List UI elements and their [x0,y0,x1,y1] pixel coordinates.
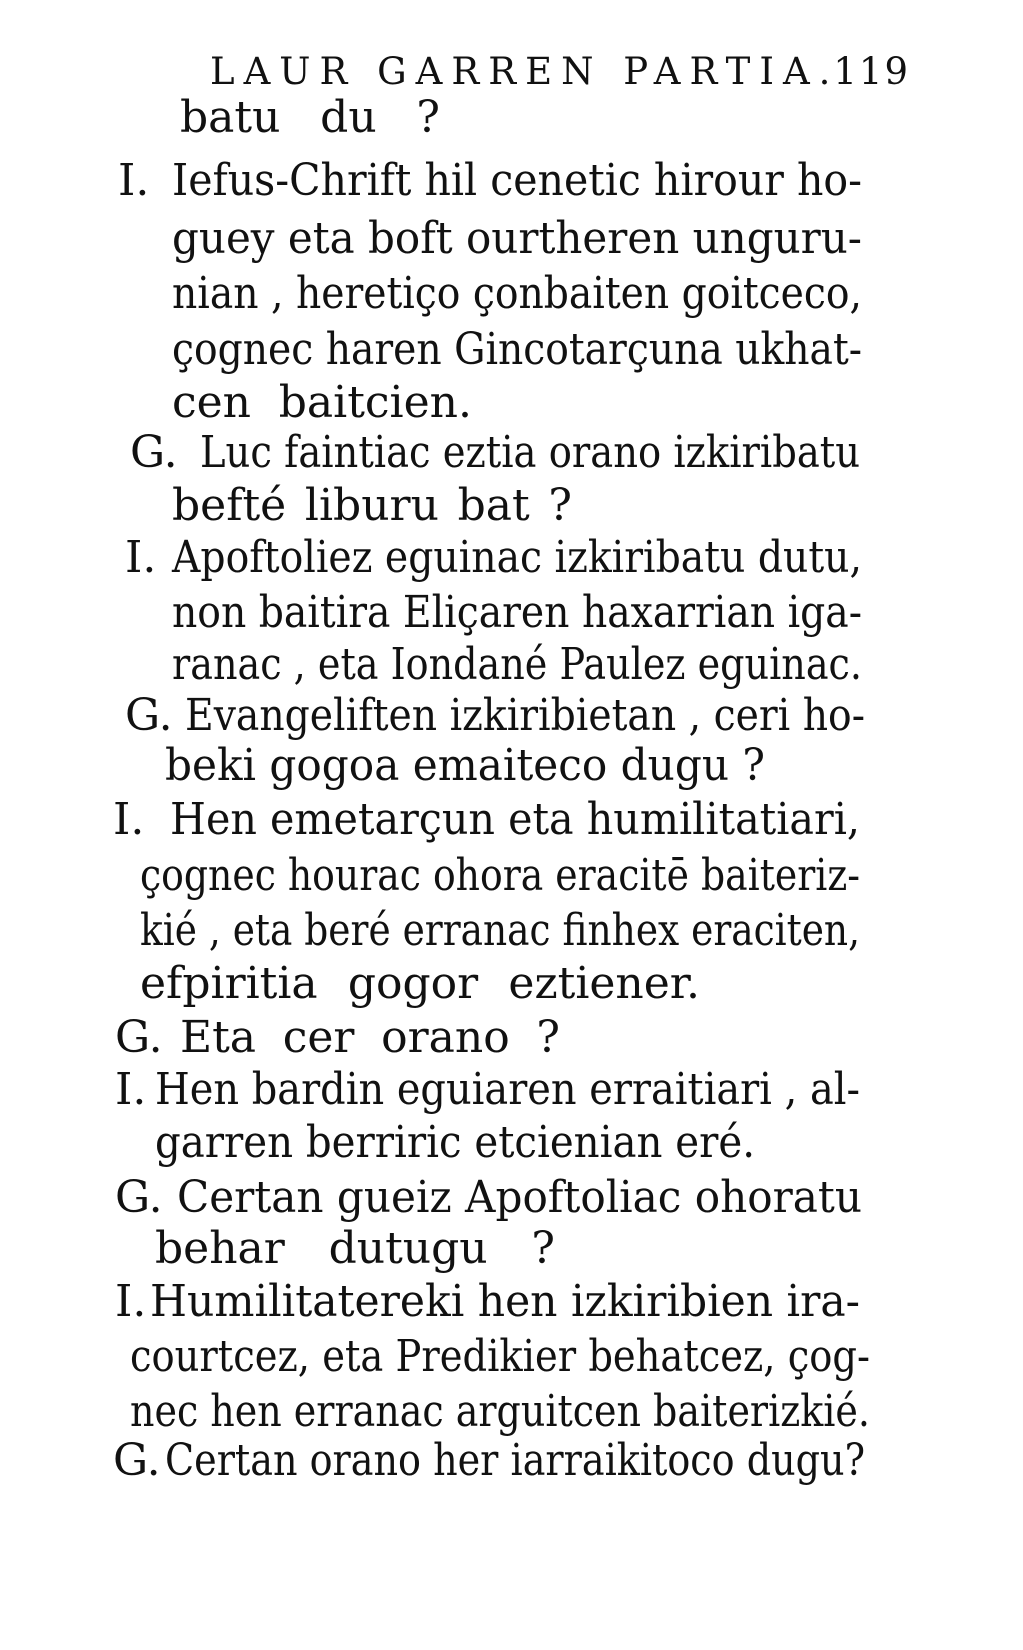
line-text: çognec haren Gincotarçuna ukhat- [172,324,862,375]
page-number: 119 [833,50,910,93]
speaker-label: I. [125,532,157,583]
line-text: Luc faintiac eztia orano izkiribatu [200,427,860,478]
line-text: kié , eta beré erranac finhex eraciten, [140,905,860,956]
text-line [0,688,1000,744]
line-text: behar dutugu ? [155,1223,555,1274]
text-line [0,637,1000,693]
line-text: Certan gueiz Apoftoliac ohoratu [177,1172,862,1223]
line-text: Eta cer orano ? [180,1012,560,1063]
text-line [0,375,1000,431]
text-line [0,1433,1000,1489]
line-text: Hen bardin eguiaren erraitiari , al- [155,1064,860,1115]
line-text: Humilitatereki hen izkiribien ira- [150,1276,860,1327]
text-line [0,1329,1000,1385]
line-text: befté liburu bat ? [172,480,572,531]
line-text: beki gogoa emaiteco dugu ? [165,740,765,791]
text-line [0,153,1000,209]
text-line [0,478,1000,534]
speaker-label: I. [113,794,145,845]
running-title: LAUR GARREN PARTIA. [210,50,840,93]
text-line [0,585,1000,641]
speaker-label: G. [115,1172,163,1223]
text-line [0,848,1000,904]
line-text: Evangeliften izkiribietan , ceri ho- [185,690,865,741]
text-line [0,1221,1000,1277]
text-line [0,1384,1000,1440]
text-line [0,90,1000,146]
line-text: çognec hourac ohora eracitē baiteriz- [140,850,860,901]
line-text: nec hen erranac arguitcen baiterizkié. [130,1386,870,1437]
line-text: nian , heretiço çonbaiten goitceco, [172,268,862,319]
speaker-label: G. [130,427,178,478]
text-line [0,322,1000,378]
text-line [0,1115,1000,1171]
speaker-label: G. [125,690,173,741]
line-text: Hen emetarçun eta humilitatiari, [170,794,860,845]
speaker-label: G. [115,1012,163,1063]
line-text: non baitira Eliçaren haxarrian iga- [172,587,862,638]
line-text: ranac , eta Iondané Paulez eguinac. [172,639,862,690]
text-line [0,792,1000,848]
text-line [0,530,1000,586]
text-line [0,425,1000,481]
text-line [0,266,1000,322]
speaker-label: I. [115,1064,147,1115]
line-text: Certan orano her iarraikitoco dugu? [165,1435,865,1486]
text-line [0,903,1000,959]
text-line [0,1274,1000,1330]
speaker-label: I. [115,1276,147,1327]
line-text: batu du ? [180,92,440,143]
text-line [0,1010,1000,1066]
line-text: guey eta boft ourtheren unguru- [172,213,862,264]
text-line [0,1062,1000,1118]
line-text: efpiritia gogor eztiener. [140,958,700,1009]
line-text: Iefus-Chrift hil cenetic hirour ho- [172,155,862,206]
speaker-label: I. [118,155,150,206]
line-text: garren berriric etcienian eré. [155,1117,755,1168]
line-text: courtcez, eta Predikier behatcez, çog- [130,1331,870,1382]
speaker-label: G. [113,1435,161,1486]
text-line [0,211,1000,267]
text-line [0,1170,1000,1226]
line-text: cen baitcien. [172,377,472,428]
line-text: Apoftoliez eguinac izkiribatu dutu, [172,532,862,583]
text-line [0,956,1000,1012]
text-line [0,738,1000,794]
